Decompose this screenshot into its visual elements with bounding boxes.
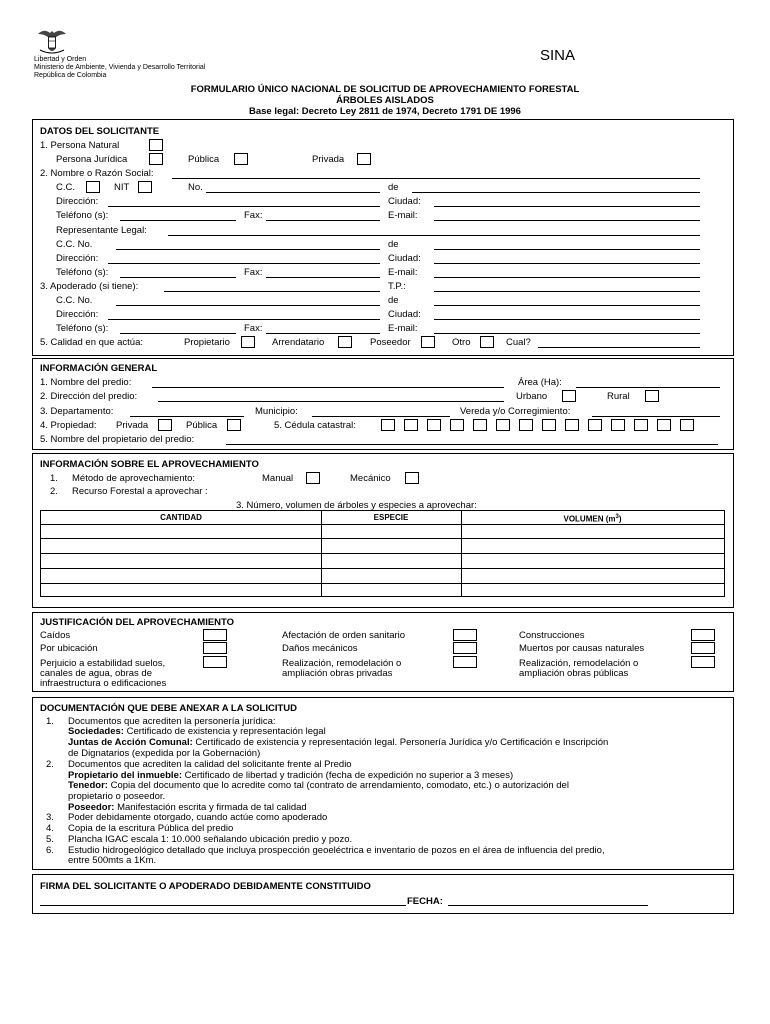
label-nit: NIT xyxy=(114,182,130,193)
label-construcciones: Construcciones xyxy=(519,630,585,641)
label-vereda: Vereda y/o Corregimiento: xyxy=(460,406,571,417)
cedula-digit-box[interactable] xyxy=(496,419,510,431)
field-apo-ciudad[interactable] xyxy=(434,319,700,320)
label-cedula: 5. Cédula catastral: xyxy=(274,420,356,431)
label-email: E-mail: xyxy=(388,210,418,221)
form-title: FORMULARIO ÚNICO NACIONAL DE SOLICITUD DE APROVECHAMIENTO FORESTAL xyxy=(190,84,580,95)
label-apoderado: 3. Apoderado (si tiene): xyxy=(40,281,139,292)
field-rep-email[interactable] xyxy=(434,277,700,278)
label-propiedad-publica: Pública xyxy=(186,420,218,431)
label-rep-de: de xyxy=(388,239,399,250)
checkbox-propietario[interactable] xyxy=(241,336,255,348)
label-ubicacion: Por ubicación xyxy=(40,643,98,654)
field-vereda[interactable] xyxy=(592,416,720,417)
section-heading: DATOS DEL SOLICITANTE xyxy=(40,126,160,137)
doc-item-2: Documentos que acrediten la calidad del solicitante frente al Predio xyxy=(68,759,352,770)
country: República de Colombia xyxy=(34,72,107,79)
checkbox-propiedad-publica[interactable] xyxy=(227,419,241,431)
checkbox-persona-natural[interactable] xyxy=(149,139,163,151)
section-solicitante xyxy=(32,119,734,356)
label-rep-direccion: Dirección: xyxy=(56,253,99,264)
field-apo-cc[interactable] xyxy=(116,305,380,306)
field-departamento[interactable] xyxy=(130,416,244,417)
field-nombre[interactable] xyxy=(172,178,700,179)
label-metodo: Método de aprovechamiento: xyxy=(72,473,196,484)
label-manual: Manual xyxy=(262,473,294,484)
label-ciudad: Ciudad: xyxy=(388,196,421,207)
checkbox-publica[interactable] xyxy=(234,153,248,165)
doc-poseedor: Poseedor: Manifestación escrita y firmada de tal calidad xyxy=(68,802,307,813)
label-direccion: Dirección: xyxy=(56,196,99,207)
field-municipio[interactable] xyxy=(312,416,450,417)
doc-number-4: 4. xyxy=(46,823,54,834)
cedula-digit-box[interactable] xyxy=(657,419,671,431)
label-danos-mecanicos: Daños mecánicos xyxy=(282,643,358,654)
checkbox-perjuicio[interactable] xyxy=(203,656,227,668)
field-rep-fax[interactable] xyxy=(266,277,380,278)
cedula-digit-box[interactable] xyxy=(611,419,625,431)
field-rep-telefono[interactable] xyxy=(120,277,236,278)
label-direccion-predio: 2. Dirección del predio: xyxy=(40,391,138,402)
doc-item-1: Documentos que acrediten la personería jurídica: xyxy=(68,716,276,727)
label-propiedad-privada: Privada xyxy=(116,420,149,431)
field-rep-direccion[interactable] xyxy=(108,263,380,264)
checkbox-construcciones[interactable] xyxy=(691,629,715,641)
label-cual: Cual? xyxy=(506,337,531,348)
field-propietario-predio[interactable] xyxy=(226,444,718,445)
field-ciudad[interactable] xyxy=(434,206,700,207)
label-perjuicio-2: canales de agua, obras de xyxy=(40,668,152,679)
checkbox-arrendatario[interactable] xyxy=(338,336,352,348)
label-numero-volumen: 3. Número, volumen de árboles y especies a aprovechar: xyxy=(236,500,477,511)
field-apo-telefono[interactable] xyxy=(120,333,236,334)
label-mecanico: Mecánico xyxy=(350,473,391,484)
field-direccion[interactable] xyxy=(108,206,380,207)
label-rep-cc: C.C. No. xyxy=(56,239,93,250)
label-de: de xyxy=(388,182,399,193)
label-apo-ciudad: Ciudad: xyxy=(388,309,421,320)
checkbox-rural[interactable] xyxy=(645,390,659,402)
checkbox-nit[interactable] xyxy=(138,181,152,193)
doc-number-5: 5. xyxy=(46,834,54,845)
field-rep-cc[interactable] xyxy=(116,249,380,250)
doc-number-6: 6. xyxy=(46,845,54,856)
checkbox-manual[interactable] xyxy=(306,472,320,484)
label-privada: Privada xyxy=(312,154,345,165)
label-propietario: Propietario xyxy=(184,337,230,348)
section-heading: DOCUMENTACIÓN QUE DEBE ANEXAR A LA SOLICITUD xyxy=(40,703,298,714)
field-tp[interactable] xyxy=(434,291,700,292)
label-apo-fax: Fax: xyxy=(244,323,263,334)
label-obras-privadas-2: ampliación obras privadas xyxy=(282,668,393,679)
coat-of-arms-icon xyxy=(36,28,68,56)
label-apo-telefono: Teléfono (s): xyxy=(56,323,109,334)
section-heading: INFORMACIÓN SOBRE EL APROVECHAMIENTO xyxy=(40,459,259,470)
label-telefono: Teléfono (s): xyxy=(56,210,109,221)
form-subtitle: ÁRBOLES AISLADOS xyxy=(336,95,434,106)
label-sanitario: Afectación de orden sanitario xyxy=(282,630,406,641)
motto: Libertad y Orden xyxy=(34,56,87,63)
label-no: No. xyxy=(188,182,203,193)
label-urbano: Urbano xyxy=(516,391,548,402)
field-apo-city[interactable] xyxy=(434,305,700,306)
checkbox-poseedor[interactable] xyxy=(421,336,435,348)
cedula-digit-box[interactable] xyxy=(473,419,487,431)
doc-juntas-2: de Dignatarios (expedida por la Gobernación) xyxy=(68,748,261,759)
cedula-digit-box[interactable] xyxy=(381,419,395,431)
label-arrendatario: Arrendatario xyxy=(272,337,325,348)
cedula-digit-box[interactable] xyxy=(427,419,441,431)
field-fax[interactable] xyxy=(266,220,380,221)
field-fecha[interactable] xyxy=(448,905,648,906)
column-header-especie: ESPECIE xyxy=(373,513,409,522)
field-apo-email[interactable] xyxy=(434,333,700,334)
field-representante[interactable] xyxy=(168,235,700,236)
field-apoderado[interactable] xyxy=(164,291,380,292)
label-recurso: Recurso Forestal a aprovechar : xyxy=(72,486,208,497)
checkbox-cc[interactable] xyxy=(86,181,100,193)
label-apo-de: de xyxy=(388,295,399,306)
label-rep-telefono: Teléfono (s): xyxy=(56,267,109,278)
section-heading: FIRMA DEL SOLICITANTE O APODERADO DEBIDAMENTE CONSTITUIDO xyxy=(40,881,371,892)
field-doc-number[interactable] xyxy=(206,192,380,193)
item-number-2: 2. xyxy=(50,486,58,497)
label-obras-publicas-1: Realización, remodelación o xyxy=(519,658,639,669)
label-apo-cc: C.C. No. xyxy=(56,295,93,306)
label-fax: Fax: xyxy=(244,210,263,221)
doc-number-3: 3. xyxy=(46,812,54,823)
field-cual[interactable] xyxy=(538,347,700,348)
label-area: Área (Ha): xyxy=(518,377,562,388)
label-nombre-predio: 1. Nombre del predio: xyxy=(40,377,132,388)
field-email[interactable] xyxy=(434,220,700,221)
checkbox-obras-privadas[interactable] xyxy=(453,656,477,668)
doc-sociedades: Sociedades: Certificado de existencia y representación legal xyxy=(68,726,326,737)
section-heading: JUSTIFICACIÓN DEL APROVECHAMIENTO xyxy=(40,617,235,628)
sina-label: SINA xyxy=(540,47,576,64)
doc-item-5: Plancha IGAC escala 1: 10.000 señalando ubicación predio y pozo. xyxy=(68,834,353,845)
label-obras-publicas-2: ampliación obras públicas xyxy=(519,668,629,679)
label-obras-privadas-1: Realización, remodelación o xyxy=(282,658,402,669)
label-cc: C.C. xyxy=(56,182,75,193)
cedula-digit-box[interactable] xyxy=(565,419,579,431)
doc-item-3: Poder debidamente otorgado, cuando actúe como apoderado xyxy=(68,812,328,823)
field-telefono[interactable] xyxy=(120,220,236,221)
label-perjuicio-3: infraestructura o edificaciones xyxy=(40,678,167,689)
section-heading: INFORMACIÓN GENERAL xyxy=(40,363,158,374)
label-persona-natural: 1. Persona Natural xyxy=(40,140,120,151)
cedula-digit-box[interactable] xyxy=(519,419,533,431)
checkbox-mecanico[interactable] xyxy=(405,472,419,484)
field-direccion-predio[interactable] xyxy=(158,401,504,402)
label-rep-email: E-mail: xyxy=(388,267,418,278)
field-apo-direccion[interactable] xyxy=(108,319,380,320)
checkbox-propiedad-privada[interactable] xyxy=(158,419,172,431)
label-caidos: Caídos xyxy=(40,630,71,641)
field-apo-fax[interactable] xyxy=(266,333,380,334)
cedula-digit-box[interactable] xyxy=(542,419,556,431)
doc-number-2: 2. xyxy=(46,759,54,770)
cedula-digit-box[interactable] xyxy=(404,419,418,431)
label-causas-naturales: Muertos por causas naturales xyxy=(519,643,645,654)
checkbox-causas-naturales[interactable] xyxy=(691,642,715,654)
label-tp: T.P.: xyxy=(388,281,406,292)
checkbox-obras-publicas[interactable] xyxy=(691,656,715,668)
field-doc-city[interactable] xyxy=(412,192,700,193)
label-propiedad: 4. Propiedad: xyxy=(40,420,97,431)
doc-tenedor-2: propietario o poseedor. xyxy=(68,791,166,802)
ministry: Ministerio de Ambiente, Vivienda y Desarrollo Territorial xyxy=(34,64,206,71)
label-perjuicio-1: Perjuicio a estabilidad suelos, xyxy=(40,658,166,669)
cedula-digit-box[interactable] xyxy=(588,419,602,431)
field-area[interactable] xyxy=(576,387,720,388)
checkbox-persona-juridica[interactable] xyxy=(149,153,163,165)
legal-basis: Base legal: Decreto Ley 2811 de 1974, Decreto 1791 DE 1996 xyxy=(249,106,521,117)
section-firma xyxy=(32,874,734,914)
cedula-digit-box[interactable] xyxy=(450,419,464,431)
label-representante: Representante Legal: xyxy=(56,225,147,236)
label-municipio: Municipio: xyxy=(255,406,298,417)
label-poseedor: Poseedor xyxy=(370,337,411,348)
label-publica: Pública xyxy=(188,154,220,165)
doc-item-4: Copia de la escritura Pública del predio xyxy=(68,823,234,834)
species-table xyxy=(40,510,725,597)
label-apo-direccion: Dirección: xyxy=(56,309,99,320)
checkbox-ubicacion[interactable] xyxy=(203,642,227,654)
doc-item-6: Estudio hidrogeológico detallado que incluya prospección geoeléctrica e inventario de pozos en el área de influencia del predio, xyxy=(68,845,605,856)
checkbox-sanitario[interactable] xyxy=(453,629,477,641)
label-otro: Otro xyxy=(452,337,471,348)
doc-propietario: Propietario del inmueble: Certificado de libertad y tradición (fecha de expedición no superior a 3 meses) xyxy=(68,770,514,781)
cedula-digit-box[interactable] xyxy=(634,419,648,431)
label-departamento: 3. Departamento: xyxy=(40,406,114,417)
label-nombre: 2. Nombre o Razón Social: xyxy=(40,168,154,179)
field-rep-city[interactable] xyxy=(434,249,700,250)
field-rep-ciudad[interactable] xyxy=(434,263,700,264)
column-header-volumen: VOLUMEN $(m^3)$ xyxy=(563,514,622,524)
doc-number-1: 1. xyxy=(46,716,54,727)
field-firma[interactable] xyxy=(40,905,406,906)
label-rep-ciudad: Ciudad: xyxy=(388,253,421,264)
cedula-digit-box[interactable] xyxy=(680,419,694,431)
label-fecha: FECHA: xyxy=(407,896,443,907)
field-nombre-predio[interactable] xyxy=(152,387,504,388)
checkbox-danos-mecanicos[interactable] xyxy=(453,642,477,654)
checkbox-privada[interactable] xyxy=(357,153,371,165)
checkbox-otro[interactable] xyxy=(480,336,494,348)
label-propietario-predio: 5. Nombre del propietario del predio: xyxy=(40,434,195,445)
label-persona-juridica: Persona Jurídica xyxy=(56,154,128,165)
label-calidad: 5. Calidad en que actúa: xyxy=(40,337,143,348)
item-number-1: 1. xyxy=(50,473,58,484)
doc-item-6b: entre 500mts a 1Km. xyxy=(68,855,157,866)
checkbox-urbano[interactable] xyxy=(562,390,576,402)
label-rep-fax: Fax: xyxy=(244,267,263,278)
doc-juntas: Juntas de Acción Comunal: Certificado de existencia y representación legal. Personería Jurídica y/o Certificación e Inscripción xyxy=(68,737,609,748)
label-rural: Rural xyxy=(607,391,630,402)
checkbox-caidos[interactable] xyxy=(203,629,227,641)
label-apo-email: E-mail: xyxy=(388,323,418,334)
doc-tenedor: Tenedor: Copia del documento que lo acredite como tal (contrato de arrendamiento, comodato, etc.) o autorización del xyxy=(68,780,569,791)
column-header-cantidad: CANTIDAD xyxy=(160,513,202,522)
